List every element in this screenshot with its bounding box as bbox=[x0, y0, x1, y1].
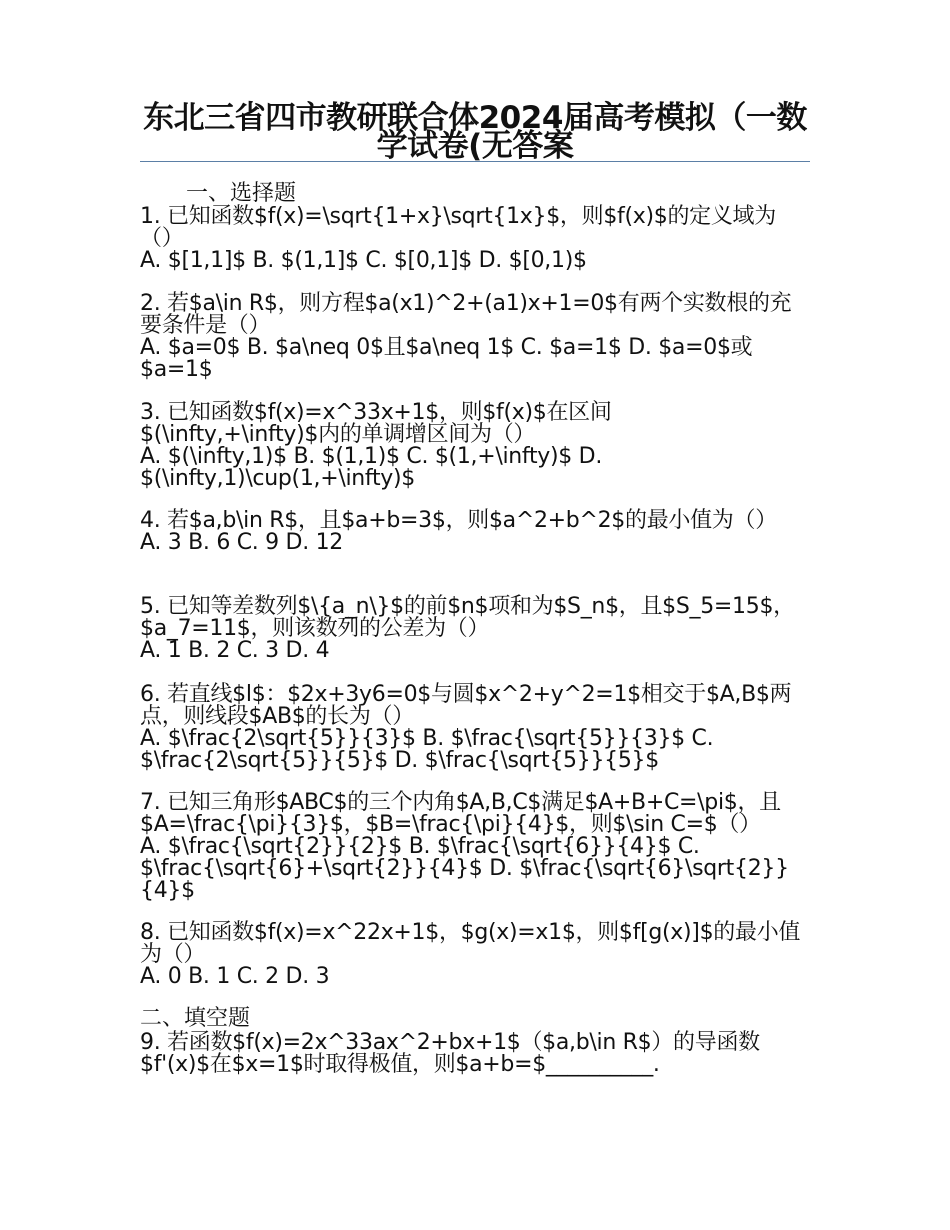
question-stem: 7. 已知三角形$ABC$的三个内角$A,B,C$满足$A+B+C=\pi$，且$A=\frac{\pi}{3}$，$B=\frac{\pi}{4}$，则$\sin C=$（） bbox=[140, 790, 781, 837]
question-stem: 1. 已知函数$f(x)=\sqrt{1+x}\sqrt{1x}$，则$f(x)$的定义域为（） bbox=[140, 204, 776, 251]
question-options: A. 1 B. 2 C. 3 D. 4 bbox=[140, 638, 330, 663]
question-2 bbox=[140, 293, 808, 381]
question-7 bbox=[140, 792, 808, 902]
question-stem: 4. 若$a,b\in R$，且$a+b=3$，则$a^2+b^2$的最小值为（） bbox=[140, 508, 777, 533]
question-options: A. $\frac{2\sqrt{5}}{3}$ B. $\frac{\sqrt{5}}{3}$ C. $\frac{2\sqrt{5}}{5}$ D. $\frac{\sqrt{5}}{5}$ bbox=[140, 726, 714, 773]
question-stem: 6. 若直线$l$：$2x+3y6=0$与圆$x^2+y^2=1$相交于$A,B$两点，则线段$AB$的长为（） bbox=[140, 682, 792, 729]
question-options: A. 0 B. 1 C. 2 D. 3 bbox=[140, 964, 330, 989]
question-options: A. $\frac{\sqrt{2}}{2}$ B. $\frac{\sqrt{6}}{4}$ C. $\frac{\sqrt{6}+\sqrt{2}}{4}$ D. $\frac{\sqrt{6}\sqrt{2}}{4}$ bbox=[140, 834, 789, 903]
question-6 bbox=[140, 684, 808, 772]
question-8 bbox=[140, 922, 808, 988]
question-stem: 9. 若函数$f(x)=2x^33ax^2+bx+1$（$a,b\in R$）的导函数$f'(x)$在$x=1$时取得极值，则$a+b=$__________. bbox=[140, 1030, 760, 1077]
question-stem: 8. 已知函数$f(x)=x^22x+1$，$g(x)=x1$，则$f[g(x)]$的最小值为（） bbox=[140, 920, 801, 967]
question-options: A. $(\infty,1)$ B. $(1,1)$ C. $(1,+\infty)$ D. $(\infty,1)\cup(1,+\infty)$ bbox=[140, 444, 603, 491]
section-heading-choice: 一、选择题 bbox=[186, 181, 297, 206]
question-stem: 2. 若$a\in R$，则方程$a(x1)^2+(a1)x+1=0$有两个实数根的充要条件是（） bbox=[140, 291, 792, 338]
question-options: A. $[1,1]$ B. $(1,1]$ C. $[0,1]$ D. $[0,1)$ bbox=[140, 248, 587, 273]
question-stem: 3. 已知函数$f(x)=x^33x+1$，则$f(x)$在区间$(\infty,+\infty)$内的单调增区间为（） bbox=[140, 400, 612, 447]
section-heading-fill: 二、填空题 bbox=[140, 1006, 251, 1031]
question-3 bbox=[140, 402, 808, 490]
title-underline bbox=[140, 161, 810, 162]
question-options: A. 3 B. 6 C. 9 D. 12 bbox=[140, 530, 343, 555]
question-4 bbox=[140, 510, 808, 554]
question-9 bbox=[140, 1032, 808, 1076]
question-stem: 5. 已知等差数列$\{a_n\}$的前$n$项和为$S_n$，且$S_5=15$，$a_7=11$，则该数列的公差为（） bbox=[140, 594, 795, 641]
question-options: A. $a=0$ B. $a\neq 0$且$a\neq 1$ C. $a=1$ D. $a=0$或$a=1$ bbox=[140, 335, 753, 382]
document-title: 东北三省四市教研联合体2024届高考模拟（一数学试卷(无答案 bbox=[143, 100, 807, 164]
question-1 bbox=[140, 206, 808, 272]
question-5 bbox=[140, 596, 808, 662]
